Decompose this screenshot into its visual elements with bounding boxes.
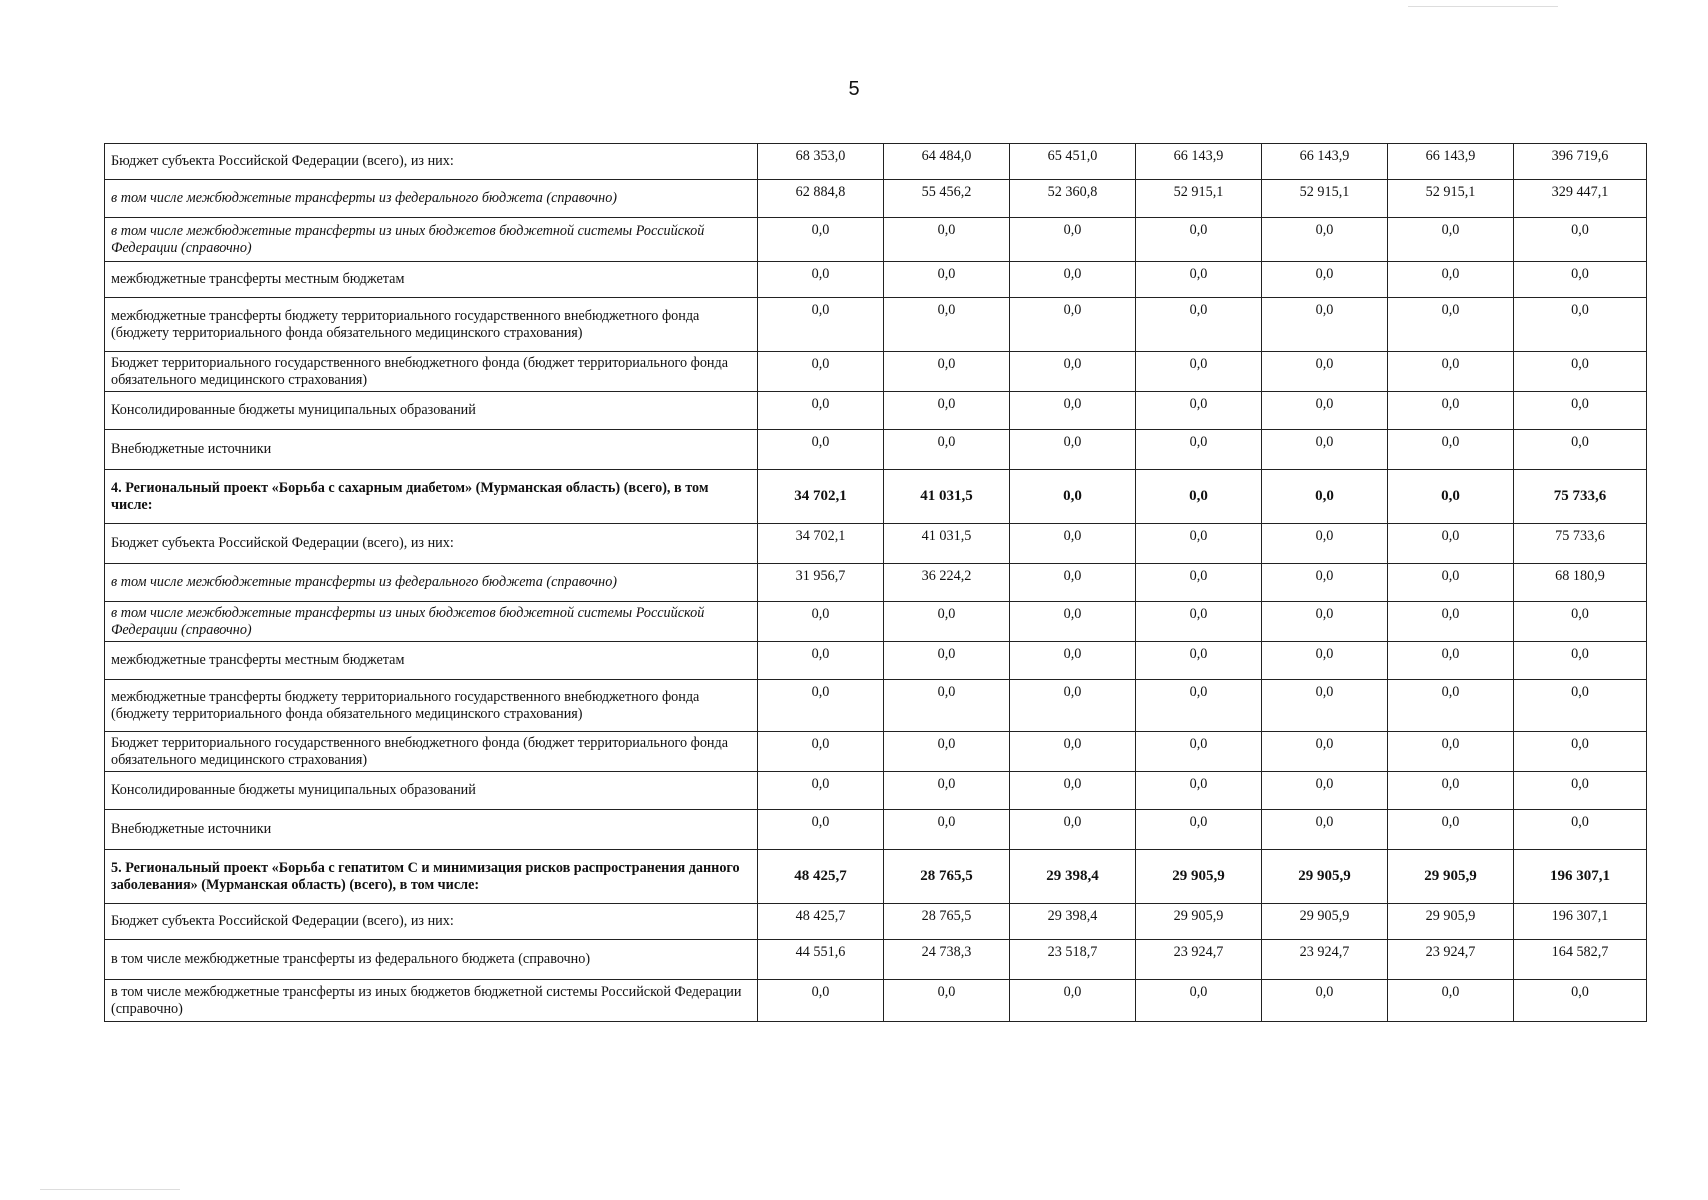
row-value-cell: 0,0 — [1262, 564, 1388, 602]
row-label: Консолидированные бюджеты муниципальных образований — [105, 392, 758, 430]
row-value-cell: 0,0 — [884, 262, 1010, 298]
row-label: в том числе межбюджетные трансферты из федерального бюджета (справочно) — [105, 180, 758, 218]
row-value-cell: 28 765,5 — [884, 904, 1010, 940]
row-value-cell: 0,0 — [1262, 262, 1388, 298]
row-value-cell: 29 398,4 — [1010, 904, 1136, 940]
row-value-cell: 0,0 — [1388, 298, 1514, 352]
row-total-cell: 0,0 — [1514, 772, 1647, 810]
row-label: Бюджет территориального государственного внебюджетного фонда (бюджет территориального фонда обязательного медицинского страхования) — [105, 352, 758, 392]
table-row — [105, 680, 1647, 732]
row-value-cell: 0,0 — [1010, 430, 1136, 470]
row-value-cell: 0,0 — [1388, 602, 1514, 642]
table-row — [105, 262, 1647, 298]
row-value-cell: 65 451,0 — [1010, 144, 1136, 180]
row-value-cell: 0,0 — [758, 262, 884, 298]
row-value-cell: 0,0 — [1136, 680, 1262, 732]
row-value-cell: 0,0 — [1262, 772, 1388, 810]
row-value-cell: 0,0 — [1262, 470, 1388, 524]
row-value-cell: 0,0 — [758, 642, 884, 680]
row-value-cell: 0,0 — [758, 218, 884, 262]
row-total-cell: 196 307,1 — [1514, 850, 1647, 904]
row-value-cell: 28 765,5 — [884, 850, 1010, 904]
row-value-cell: 0,0 — [1010, 218, 1136, 262]
row-value-cell: 0,0 — [1262, 352, 1388, 392]
row-value-cell: 0,0 — [1262, 430, 1388, 470]
row-total-cell: 0,0 — [1514, 602, 1647, 642]
row-value-cell: 62 884,8 — [758, 180, 884, 218]
row-value-cell: 0,0 — [758, 430, 884, 470]
page-number: 5 — [848, 78, 860, 100]
row-value-cell: 0,0 — [884, 980, 1010, 1022]
row-total-cell: 0,0 — [1514, 680, 1647, 732]
row-value-cell: 0,0 — [758, 602, 884, 642]
row-value-cell: 0,0 — [1262, 392, 1388, 430]
table-row — [105, 524, 1647, 564]
row-value-cell: 34 702,1 — [758, 470, 884, 524]
row-total-cell: 75 733,6 — [1514, 470, 1647, 524]
row-value-cell: 0,0 — [1388, 218, 1514, 262]
row-value-cell: 31 956,7 — [758, 564, 884, 602]
row-total-cell: 396 719,6 — [1514, 144, 1647, 180]
row-value-cell: 64 484,0 — [884, 144, 1010, 180]
row-value-cell: 23 924,7 — [1388, 940, 1514, 980]
row-value-cell: 0,0 — [758, 680, 884, 732]
row-total-cell: 0,0 — [1514, 732, 1647, 772]
row-value-cell: 0,0 — [1136, 352, 1262, 392]
row-value-cell: 48 425,7 — [758, 904, 884, 940]
table-row — [105, 180, 1647, 218]
row-value-cell: 41 031,5 — [884, 470, 1010, 524]
row-value-cell: 0,0 — [1262, 602, 1388, 642]
row-value-cell: 0,0 — [1388, 262, 1514, 298]
row-value-cell: 0,0 — [884, 298, 1010, 352]
row-value-cell: 0,0 — [884, 772, 1010, 810]
row-value-cell: 44 551,6 — [758, 940, 884, 980]
row-value-cell: 0,0 — [758, 980, 884, 1022]
row-value-cell: 0,0 — [1136, 392, 1262, 430]
row-value-cell: 23 924,7 — [1262, 940, 1388, 980]
row-value-cell: 0,0 — [1010, 470, 1136, 524]
budget-table-container — [104, 143, 1647, 1022]
row-value-cell: 23 924,7 — [1136, 940, 1262, 980]
row-value-cell: 0,0 — [758, 392, 884, 430]
row-label: 5. Региональный проект «Борьба с гепатитом С и минимизация рисков распространения данного заболевания» (Мурманская область) (всего), в том числе: — [105, 850, 758, 904]
row-total-cell: 196 307,1 — [1514, 904, 1647, 940]
row-value-cell: 0,0 — [1136, 430, 1262, 470]
row-value-cell: 0,0 — [1010, 772, 1136, 810]
row-label: межбюджетные трансферты местным бюджетам — [105, 262, 758, 298]
row-value-cell: 0,0 — [1388, 680, 1514, 732]
row-value-cell: 52 915,1 — [1388, 180, 1514, 218]
row-total-cell: 0,0 — [1514, 262, 1647, 298]
row-value-cell: 0,0 — [1136, 732, 1262, 772]
row-label: Бюджет территориального государственного внебюджетного фонда (бюджет территориального фонда обязательного медицинского страхования) — [105, 732, 758, 772]
table-row — [105, 564, 1647, 602]
row-value-cell: 0,0 — [1136, 524, 1262, 564]
row-value-cell: 0,0 — [1262, 732, 1388, 772]
row-value-cell: 0,0 — [1010, 810, 1136, 850]
row-value-cell: 0,0 — [1262, 680, 1388, 732]
row-total-cell: 164 582,7 — [1514, 940, 1647, 980]
row-value-cell: 66 143,9 — [1136, 144, 1262, 180]
table-row — [105, 904, 1647, 940]
row-value-cell: 34 702,1 — [758, 524, 884, 564]
table-row — [105, 980, 1647, 1022]
row-value-cell: 0,0 — [1010, 564, 1136, 602]
row-value-cell: 29 905,9 — [1262, 904, 1388, 940]
row-value-cell: 0,0 — [1010, 298, 1136, 352]
row-value-cell: 0,0 — [758, 810, 884, 850]
row-value-cell: 52 360,8 — [1010, 180, 1136, 218]
row-value-cell: 52 915,1 — [1262, 180, 1388, 218]
row-value-cell: 41 031,5 — [884, 524, 1010, 564]
table-row — [105, 352, 1647, 392]
row-value-cell: 0,0 — [1262, 642, 1388, 680]
row-value-cell: 0,0 — [1388, 980, 1514, 1022]
row-value-cell: 0,0 — [1388, 772, 1514, 810]
scan-artifact-top — [1408, 6, 1558, 7]
row-value-cell: 0,0 — [758, 732, 884, 772]
row-value-cell: 0,0 — [884, 810, 1010, 850]
row-value-cell: 0,0 — [884, 732, 1010, 772]
row-value-cell: 24 738,3 — [884, 940, 1010, 980]
row-value-cell: 0,0 — [1010, 642, 1136, 680]
row-total-cell: 0,0 — [1514, 642, 1647, 680]
row-value-cell: 0,0 — [1262, 524, 1388, 564]
row-total-cell: 0,0 — [1514, 352, 1647, 392]
row-label: Бюджет субъекта Российской Федерации (всего), из них: — [105, 524, 758, 564]
row-value-cell: 66 143,9 — [1388, 144, 1514, 180]
table-row — [105, 470, 1647, 524]
row-value-cell: 55 456,2 — [884, 180, 1010, 218]
row-value-cell: 0,0 — [884, 352, 1010, 392]
row-label: в том числе межбюджетные трансферты из иных бюджетов бюджетной системы Российской Федерации (справочно) — [105, 218, 758, 262]
row-total-cell: 0,0 — [1514, 218, 1647, 262]
row-value-cell: 0,0 — [1136, 298, 1262, 352]
row-label: Бюджет субъекта Российской Федерации (всего), из них: — [105, 904, 758, 940]
row-value-cell: 0,0 — [1388, 732, 1514, 772]
row-value-cell: 0,0 — [1136, 262, 1262, 298]
row-value-cell: 0,0 — [1262, 810, 1388, 850]
row-value-cell: 0,0 — [758, 772, 884, 810]
table-row — [105, 298, 1647, 352]
row-value-cell: 0,0 — [1136, 218, 1262, 262]
row-label: Консолидированные бюджеты муниципальных образований — [105, 772, 758, 810]
row-value-cell: 0,0 — [1010, 732, 1136, 772]
row-label: в том числе межбюджетные трансферты из иных бюджетов бюджетной системы Российской Федерации (справочно) — [105, 602, 758, 642]
row-value-cell: 0,0 — [1136, 810, 1262, 850]
row-value-cell: 0,0 — [884, 680, 1010, 732]
row-value-cell: 0,0 — [1010, 680, 1136, 732]
row-total-cell: 75 733,6 — [1514, 524, 1647, 564]
row-value-cell: 48 425,7 — [758, 850, 884, 904]
row-value-cell: 0,0 — [1010, 602, 1136, 642]
row-value-cell: 0,0 — [1262, 218, 1388, 262]
row-label: Внебюджетные источники — [105, 430, 758, 470]
table-row — [105, 810, 1647, 850]
row-total-cell: 0,0 — [1514, 980, 1647, 1022]
row-value-cell: 36 224,2 — [884, 564, 1010, 602]
row-value-cell: 0,0 — [1136, 642, 1262, 680]
row-value-cell: 0,0 — [884, 642, 1010, 680]
table-row — [105, 430, 1647, 470]
row-value-cell: 0,0 — [1136, 772, 1262, 810]
row-value-cell: 0,0 — [884, 430, 1010, 470]
row-value-cell: 0,0 — [884, 602, 1010, 642]
row-value-cell: 29 905,9 — [1262, 850, 1388, 904]
row-value-cell: 29 905,9 — [1388, 904, 1514, 940]
row-value-cell: 0,0 — [1388, 524, 1514, 564]
row-value-cell: 0,0 — [1388, 352, 1514, 392]
row-label: 4. Региональный проект «Борьба с сахарным диабетом» (Мурманская область) (всего), в том числе: — [105, 470, 758, 524]
row-value-cell: 0,0 — [1010, 524, 1136, 564]
row-value-cell: 0,0 — [1262, 980, 1388, 1022]
row-value-cell: 0,0 — [1262, 298, 1388, 352]
row-total-cell: 0,0 — [1514, 810, 1647, 850]
row-value-cell: 0,0 — [758, 298, 884, 352]
table-row — [105, 732, 1647, 772]
row-label: межбюджетные трансферты бюджету территориального государственного внебюджетного фонда (бюджету территориального фонда обязательного медицинского страхования) — [105, 298, 758, 352]
table-row — [105, 642, 1647, 680]
row-value-cell: 0,0 — [1388, 810, 1514, 850]
row-value-cell: 52 915,1 — [1136, 180, 1262, 218]
row-value-cell: 66 143,9 — [1262, 144, 1388, 180]
table-row — [105, 602, 1647, 642]
table-row — [105, 850, 1647, 904]
row-value-cell: 68 353,0 — [758, 144, 884, 180]
row-label: Бюджет субъекта Российской Федерации (всего), из них: — [105, 144, 758, 180]
row-value-cell: 0,0 — [1136, 470, 1262, 524]
row-value-cell: 0,0 — [884, 392, 1010, 430]
row-value-cell: 0,0 — [1010, 352, 1136, 392]
row-value-cell: 0,0 — [1388, 470, 1514, 524]
row-value-cell: 0,0 — [1136, 602, 1262, 642]
row-value-cell: 0,0 — [1136, 980, 1262, 1022]
row-value-cell: 0,0 — [1388, 392, 1514, 430]
row-label: в том числе межбюджетные трансферты из федерального бюджета (справочно) — [105, 564, 758, 602]
row-value-cell: 23 518,7 — [1010, 940, 1136, 980]
row-total-cell: 0,0 — [1514, 392, 1647, 430]
row-value-cell: 0,0 — [884, 218, 1010, 262]
row-value-cell: 0,0 — [1136, 564, 1262, 602]
row-value-cell: 0,0 — [1010, 980, 1136, 1022]
row-total-cell: 0,0 — [1514, 430, 1647, 470]
row-value-cell: 0,0 — [1010, 392, 1136, 430]
row-label: в том числе межбюджетные трансферты из иных бюджетов бюджетной системы Российской Федерации (справочно) — [105, 980, 758, 1022]
row-value-cell: 29 905,9 — [1136, 850, 1262, 904]
row-total-cell: 68 180,9 — [1514, 564, 1647, 602]
row-value-cell: 29 905,9 — [1388, 850, 1514, 904]
row-label: Внебюджетные источники — [105, 810, 758, 850]
budget-table-body — [105, 144, 1647, 1022]
table-row — [105, 392, 1647, 430]
table-row — [105, 144, 1647, 180]
scan-artifact-bottom — [40, 1189, 180, 1190]
table-row — [105, 772, 1647, 810]
row-value-cell: 0,0 — [1388, 564, 1514, 602]
table-row — [105, 940, 1647, 980]
row-total-cell: 0,0 — [1514, 298, 1647, 352]
budget-table — [104, 143, 1647, 1022]
table-row — [105, 218, 1647, 262]
row-value-cell: 0,0 — [758, 352, 884, 392]
row-total-cell: 329 447,1 — [1514, 180, 1647, 218]
row-value-cell: 29 905,9 — [1136, 904, 1262, 940]
row-value-cell: 0,0 — [1010, 262, 1136, 298]
row-label: межбюджетные трансферты местным бюджетам — [105, 642, 758, 680]
row-label: межбюджетные трансферты бюджету территориального государственного внебюджетного фонда (бюджету территориального фонда обязательного медицинского страхования) — [105, 680, 758, 732]
row-value-cell: 0,0 — [1388, 642, 1514, 680]
row-value-cell: 0,0 — [1388, 430, 1514, 470]
row-label: в том числе межбюджетные трансферты из федерального бюджета (справочно) — [105, 940, 758, 980]
row-value-cell: 29 398,4 — [1010, 850, 1136, 904]
